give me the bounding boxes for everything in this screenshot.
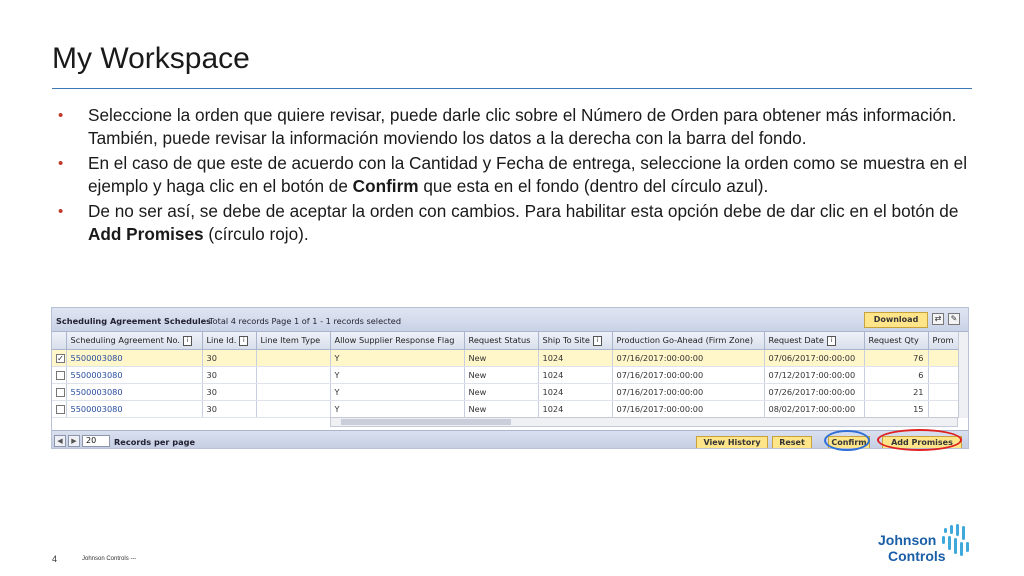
sa-number-link[interactable]: 5500003080 (66, 400, 202, 417)
col-header-sa-no[interactable]: Scheduling Agreement No. i (66, 332, 202, 349)
confirm-highlight-circle (824, 430, 870, 451)
grid-title: Scheduling Agreement Schedules (56, 316, 212, 326)
schedule-table (52, 332, 961, 418)
sa-number-link[interactable]: 5500003080 (66, 383, 202, 400)
sa-number-link[interactable]: 5500003080 (66, 349, 202, 366)
row-checkbox[interactable]: ✓ (57, 353, 64, 363)
col-header-go-ahead[interactable]: Production Go-Ahead (Firm Zone) (612, 332, 764, 349)
col-header-prom[interactable]: Prom (928, 332, 960, 349)
scheduling-grid (51, 307, 969, 449)
page-number: 4 (52, 554, 58, 564)
bullet-dot-icon: • (58, 107, 64, 124)
col-header-flag[interactable]: Allow Supplier Response Flag (330, 332, 464, 349)
slide-title: My Workspace (52, 42, 250, 75)
bullet-item: • En el caso de que este de acuerdo con la Cantidad y Fecha de entrega, seleccione la orden como se muestra en el ejemplo y haga clic en el botón de Confirm que esta en el fondo (dentro del círculo azul). (58, 153, 968, 196)
grid-title-bar (52, 308, 968, 332)
download-button[interactable]: Download (864, 312, 928, 328)
sa-number-link[interactable]: 5500003080 (66, 366, 202, 383)
bullet-item: • Seleccione la orden que quiere revisar, puede darle clic sobre el Número de Orden para obtener más información. También, puede revisar la información moviendo los datos a la derecha con la barra del fondo. (58, 105, 957, 148)
reset-button[interactable]: Reset (772, 436, 812, 449)
bullet-list (58, 104, 970, 248)
row-checkbox[interactable] (56, 371, 65, 380)
confirm-button[interactable]: Confirm (828, 436, 870, 449)
sort-icon[interactable]: i (593, 336, 602, 346)
table-row[interactable]: 5500003080 30 Y New 1024 07/16/2017:00:00:00 07/12/2017:00:00:00 6 (52, 366, 960, 383)
sort-icon[interactable]: i (827, 336, 836, 346)
add-promises-highlight-circle (877, 429, 962, 451)
next-page-icon[interactable]: ▶ (68, 435, 80, 447)
scroll-thumb[interactable] (341, 419, 511, 425)
col-header-qty[interactable]: Request Qty (864, 332, 928, 349)
sort-icon[interactable]: i (239, 336, 248, 346)
add-promises-emphasis: Add Promises (88, 224, 204, 244)
col-header-req-date[interactable]: Request Date i (764, 332, 864, 349)
add-promises-button[interactable]: Add Promises (882, 436, 962, 449)
title-divider (52, 88, 972, 89)
horizontal-scrollbar[interactable] (330, 417, 958, 427)
view-history-button[interactable]: View History (696, 436, 768, 449)
confirm-emphasis: Confirm (352, 176, 419, 196)
table-row[interactable]: ✓ 5500003080 30 Y New 1024 07/16/2017:00:00:00 07/06/2017:00:00:00 76 (52, 349, 960, 366)
johnson-controls-logo: Johnson Controls (876, 520, 976, 568)
row-checkbox[interactable] (56, 388, 65, 397)
col-header-status[interactable]: Request Status (464, 332, 538, 349)
page-size-select[interactable]: 20 (82, 435, 110, 447)
export-icon[interactable]: ⇄ (932, 313, 944, 325)
sort-icon[interactable]: i (183, 336, 192, 346)
logo-mark-icon (938, 522, 974, 562)
col-header-site[interactable]: Ship To Site i (538, 332, 612, 349)
edit-icon[interactable]: ✎ (948, 313, 960, 325)
col-header-item-type[interactable]: Line Item Type (256, 332, 330, 349)
bullet-dot-icon: • (58, 155, 64, 172)
grid-summary: Total 4 records Page 1 of 1 - 1 records selected (209, 316, 402, 326)
vertical-scrollbar[interactable] (958, 332, 968, 418)
table-row[interactable]: 5500003080 30 Y New 1024 07/16/2017:00:00:00 07/26/2017:00:00:00 21 (52, 383, 960, 400)
select-all-header[interactable] (52, 332, 66, 349)
prev-page-icon[interactable]: ◀ (54, 435, 66, 447)
header-row (52, 332, 960, 349)
records-per-page-label: Records per page (114, 437, 196, 447)
bullet-item: • De no ser así, se debe de aceptar la orden con cambios. Para habilitar esta opción debe de dar clic en el botón de Add Promises (círculo rojo). (58, 201, 959, 244)
bullet-dot-icon: • (58, 203, 64, 220)
footer-company: Johnson Controls --- (82, 556, 137, 562)
col-header-line-id[interactable]: Line Id. i (202, 332, 256, 349)
row-checkbox[interactable] (56, 405, 65, 414)
table-row[interactable]: 5500003080 30 Y New 1024 07/16/2017:00:00:00 08/02/2017:00:00:00 15 (52, 400, 960, 417)
